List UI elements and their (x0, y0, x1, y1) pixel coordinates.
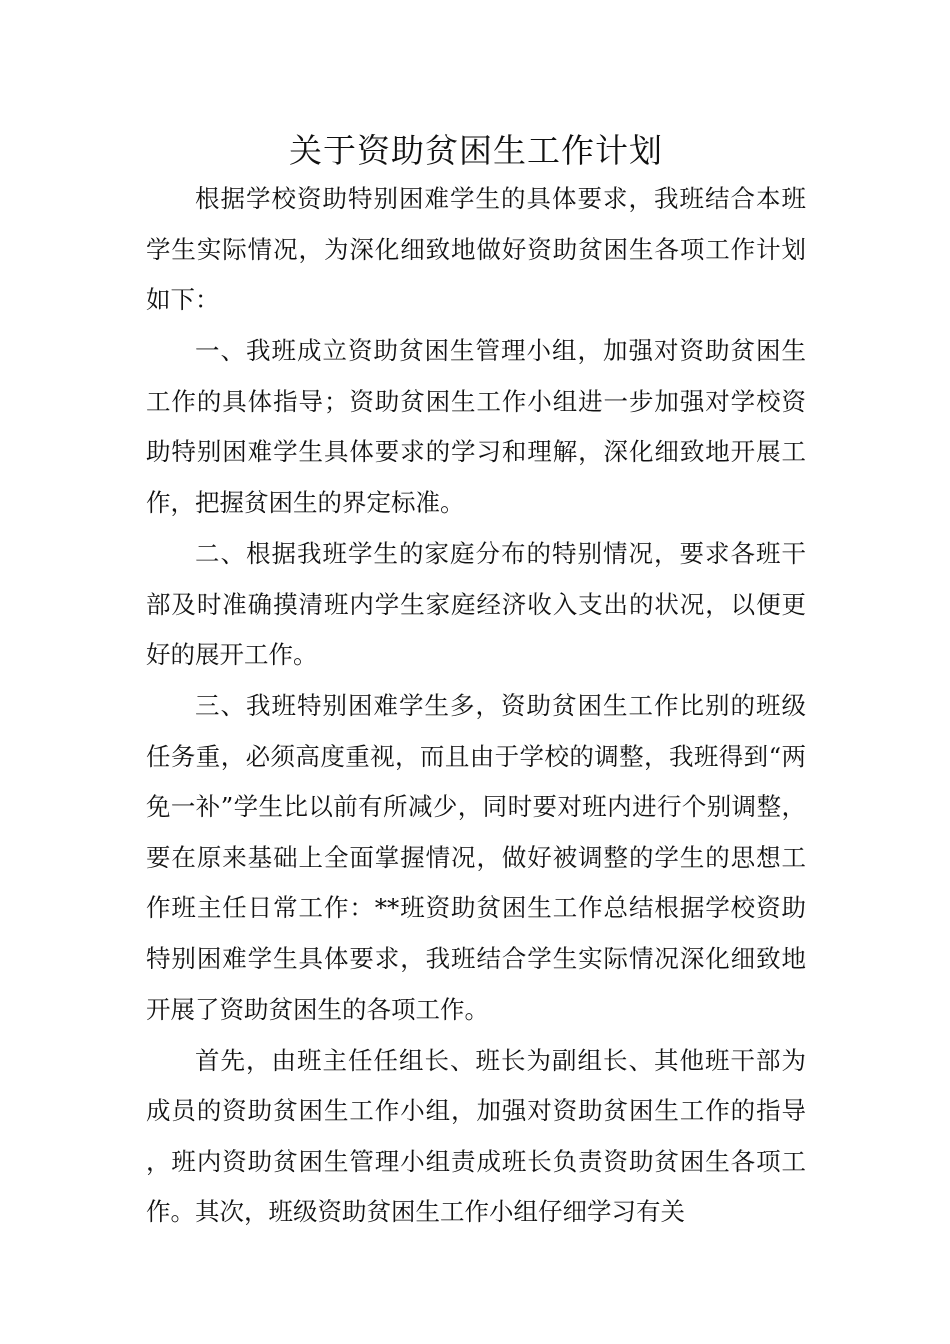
paragraph-item-1: 一、我班成立资助贫困生管理小组，加强对资助贫困生工作的具体指导；资助贫困生工作小组进一步加强对学校资助特别困难学生具体要求的学习和理解，深化细致地开展工作，把握贫困生的界定标准。 (146, 336, 806, 517)
document-page (146, 128, 806, 1238)
paragraph-intro: 根据学校资助特别困难学生的具体要求，我班结合本班学生实际情况，为深化细致地做好资助贫困生各项工作计划如下： (146, 184, 806, 315)
document-title: 关于资助贫困生工作计划 (289, 131, 663, 170)
paragraph-item-3: 三、我班特别困难学生多，资助贫困生工作比别的班级任务重，必须高度重视，而且由于学校的调整，我班得到“两免一补”学生比以前有所减少，同时要对班内进行个别调整，要在原来基础上全面掌握情况，做好被调整的学生的思想工作班主任日常工作：**班资助贫困生工作总结根据学校资助特别困难学生具体要求，我班结合学生实际情况深化细致地开展了资助贫困生的各项工作。 (146, 691, 806, 1024)
paragraph-item-2: 二、根据我班学生的家庭分布的特别情况，要求各班干部及时准确摸清班内学生家庭经济收入支出的状况，以便更好的展开工作。 (146, 538, 806, 670)
paragraph-summary: 首先，由班主任任组长、班长为副组长、其他班干部为成员的资助贫困生工作小组，加强对资助贫困生工作的指导，班内资助贫困生管理小组责成班长负责资助贫困生各项工作。其次，班级资助贫困生工作小组仔细学习有关 (146, 1045, 806, 1227)
document-body (146, 174, 806, 1238)
